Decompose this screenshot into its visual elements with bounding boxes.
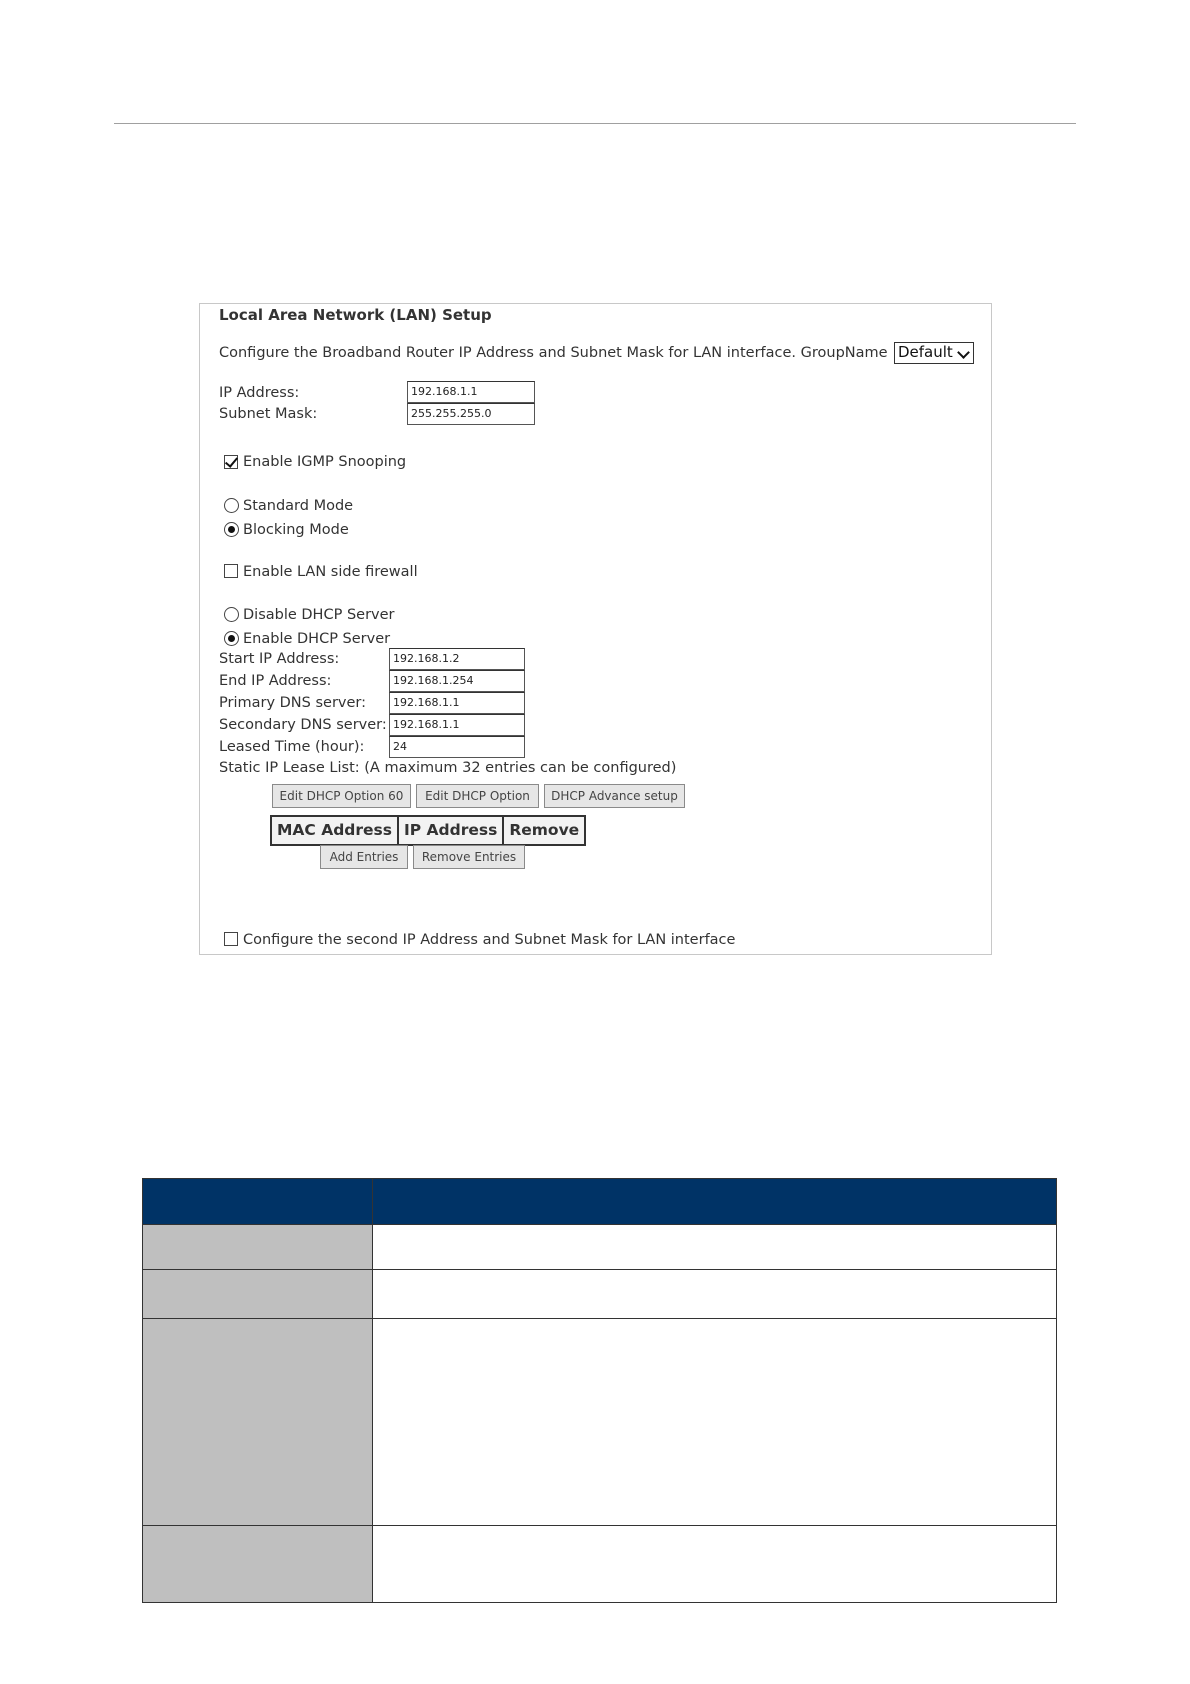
lan-setup-panel [199,303,992,955]
static-lease-note: Static IP Lease List: (A maximum 32 entries can be configured) [219,760,677,776]
igmp-snooping-checkbox[interactable] [224,455,238,469]
secondary-dns-label: Secondary DNS server: [219,717,387,733]
table-row [143,1224,1056,1269]
end-ip-label: End IP Address: [219,673,332,689]
table-row [143,1318,1056,1525]
leased-time-label: Leased Time (hour): [219,739,365,755]
end-ip-input[interactable]: 192.168.1.254 [389,670,525,692]
edit-dhcp-option-button[interactable]: Edit DHCP Option [416,784,539,808]
blocking-mode-radio[interactable] [224,522,239,537]
start-ip-input[interactable]: 192.168.1.2 [389,648,525,670]
edit-dhcp-option-60-button[interactable]: Edit DHCP Option 60 [272,784,411,808]
subnet-mask-input[interactable]: 255.255.255.0 [407,403,535,425]
blocking-mode-label: Blocking Mode [243,522,349,538]
table-label-cell [143,1270,373,1318]
disable-dhcp-radio[interactable] [224,607,239,622]
igmp-snooping-label: Enable IGMP Snooping [243,454,407,470]
static-lease-table [270,815,586,846]
start-ip-label: Start IP Address: [219,651,340,667]
table-label-cell [143,1526,373,1602]
disable-dhcp-label: Disable DHCP Server [243,607,395,623]
second-ip-label: Configure the second IP Address and Subnet Mask for LAN interface [243,932,736,948]
ip-address-label: IP Address: [219,385,300,401]
table-row [143,1525,1056,1602]
description-table [142,1178,1057,1603]
table-header-row [143,1179,1056,1224]
table-label-cell [143,1319,373,1525]
page-header-rule [114,123,1076,124]
panel-title: Local Area Network (LAN) Setup [219,306,492,324]
add-entries-button[interactable]: Add Entries [320,845,408,869]
remove-entries-button[interactable]: Remove Entries [413,845,525,869]
table-row [143,1269,1056,1318]
standard-mode-label: Standard Mode [243,498,354,514]
remove-column: Remove [509,821,580,839]
lan-firewall-checkbox[interactable] [224,564,238,578]
secondary-dns-input[interactable]: 192.168.1.1 [389,714,525,736]
intro-text: Configure the Broadband Router IP Address and Subnet Mask for LAN interface. GroupName [219,345,888,361]
enable-dhcp-radio[interactable] [224,631,239,646]
table-value-cell [373,1225,1056,1269]
chevron-down-icon [957,346,970,359]
ip-address-column: IP Address [399,817,504,844]
lan-firewall-label: Enable LAN side firewall [243,564,418,580]
primary-dns-label: Primary DNS server: [219,695,366,711]
enable-dhcp-label: Enable DHCP Server [243,631,391,647]
leased-time-input[interactable]: 24 [389,736,525,758]
group-name-value: Default [898,343,953,361]
second-ip-checkbox[interactable] [224,932,238,946]
table-value-cell [373,1270,1056,1318]
table-header-cell [143,1179,373,1224]
mac-address-column: MAC Address [272,817,399,844]
dhcp-advance-setup-button[interactable]: DHCP Advance setup [544,784,685,808]
group-name-select[interactable] [894,342,974,364]
standard-mode-radio[interactable] [224,498,239,513]
subnet-mask-label: Subnet Mask: [219,406,318,422]
table-header-cell [373,1179,1056,1224]
table-value-cell [373,1319,1056,1525]
table-label-cell [143,1225,373,1269]
table-value-cell [373,1526,1056,1602]
ip-address-input[interactable]: 192.168.1.1 [407,381,535,403]
primary-dns-input[interactable]: 192.168.1.1 [389,692,525,714]
